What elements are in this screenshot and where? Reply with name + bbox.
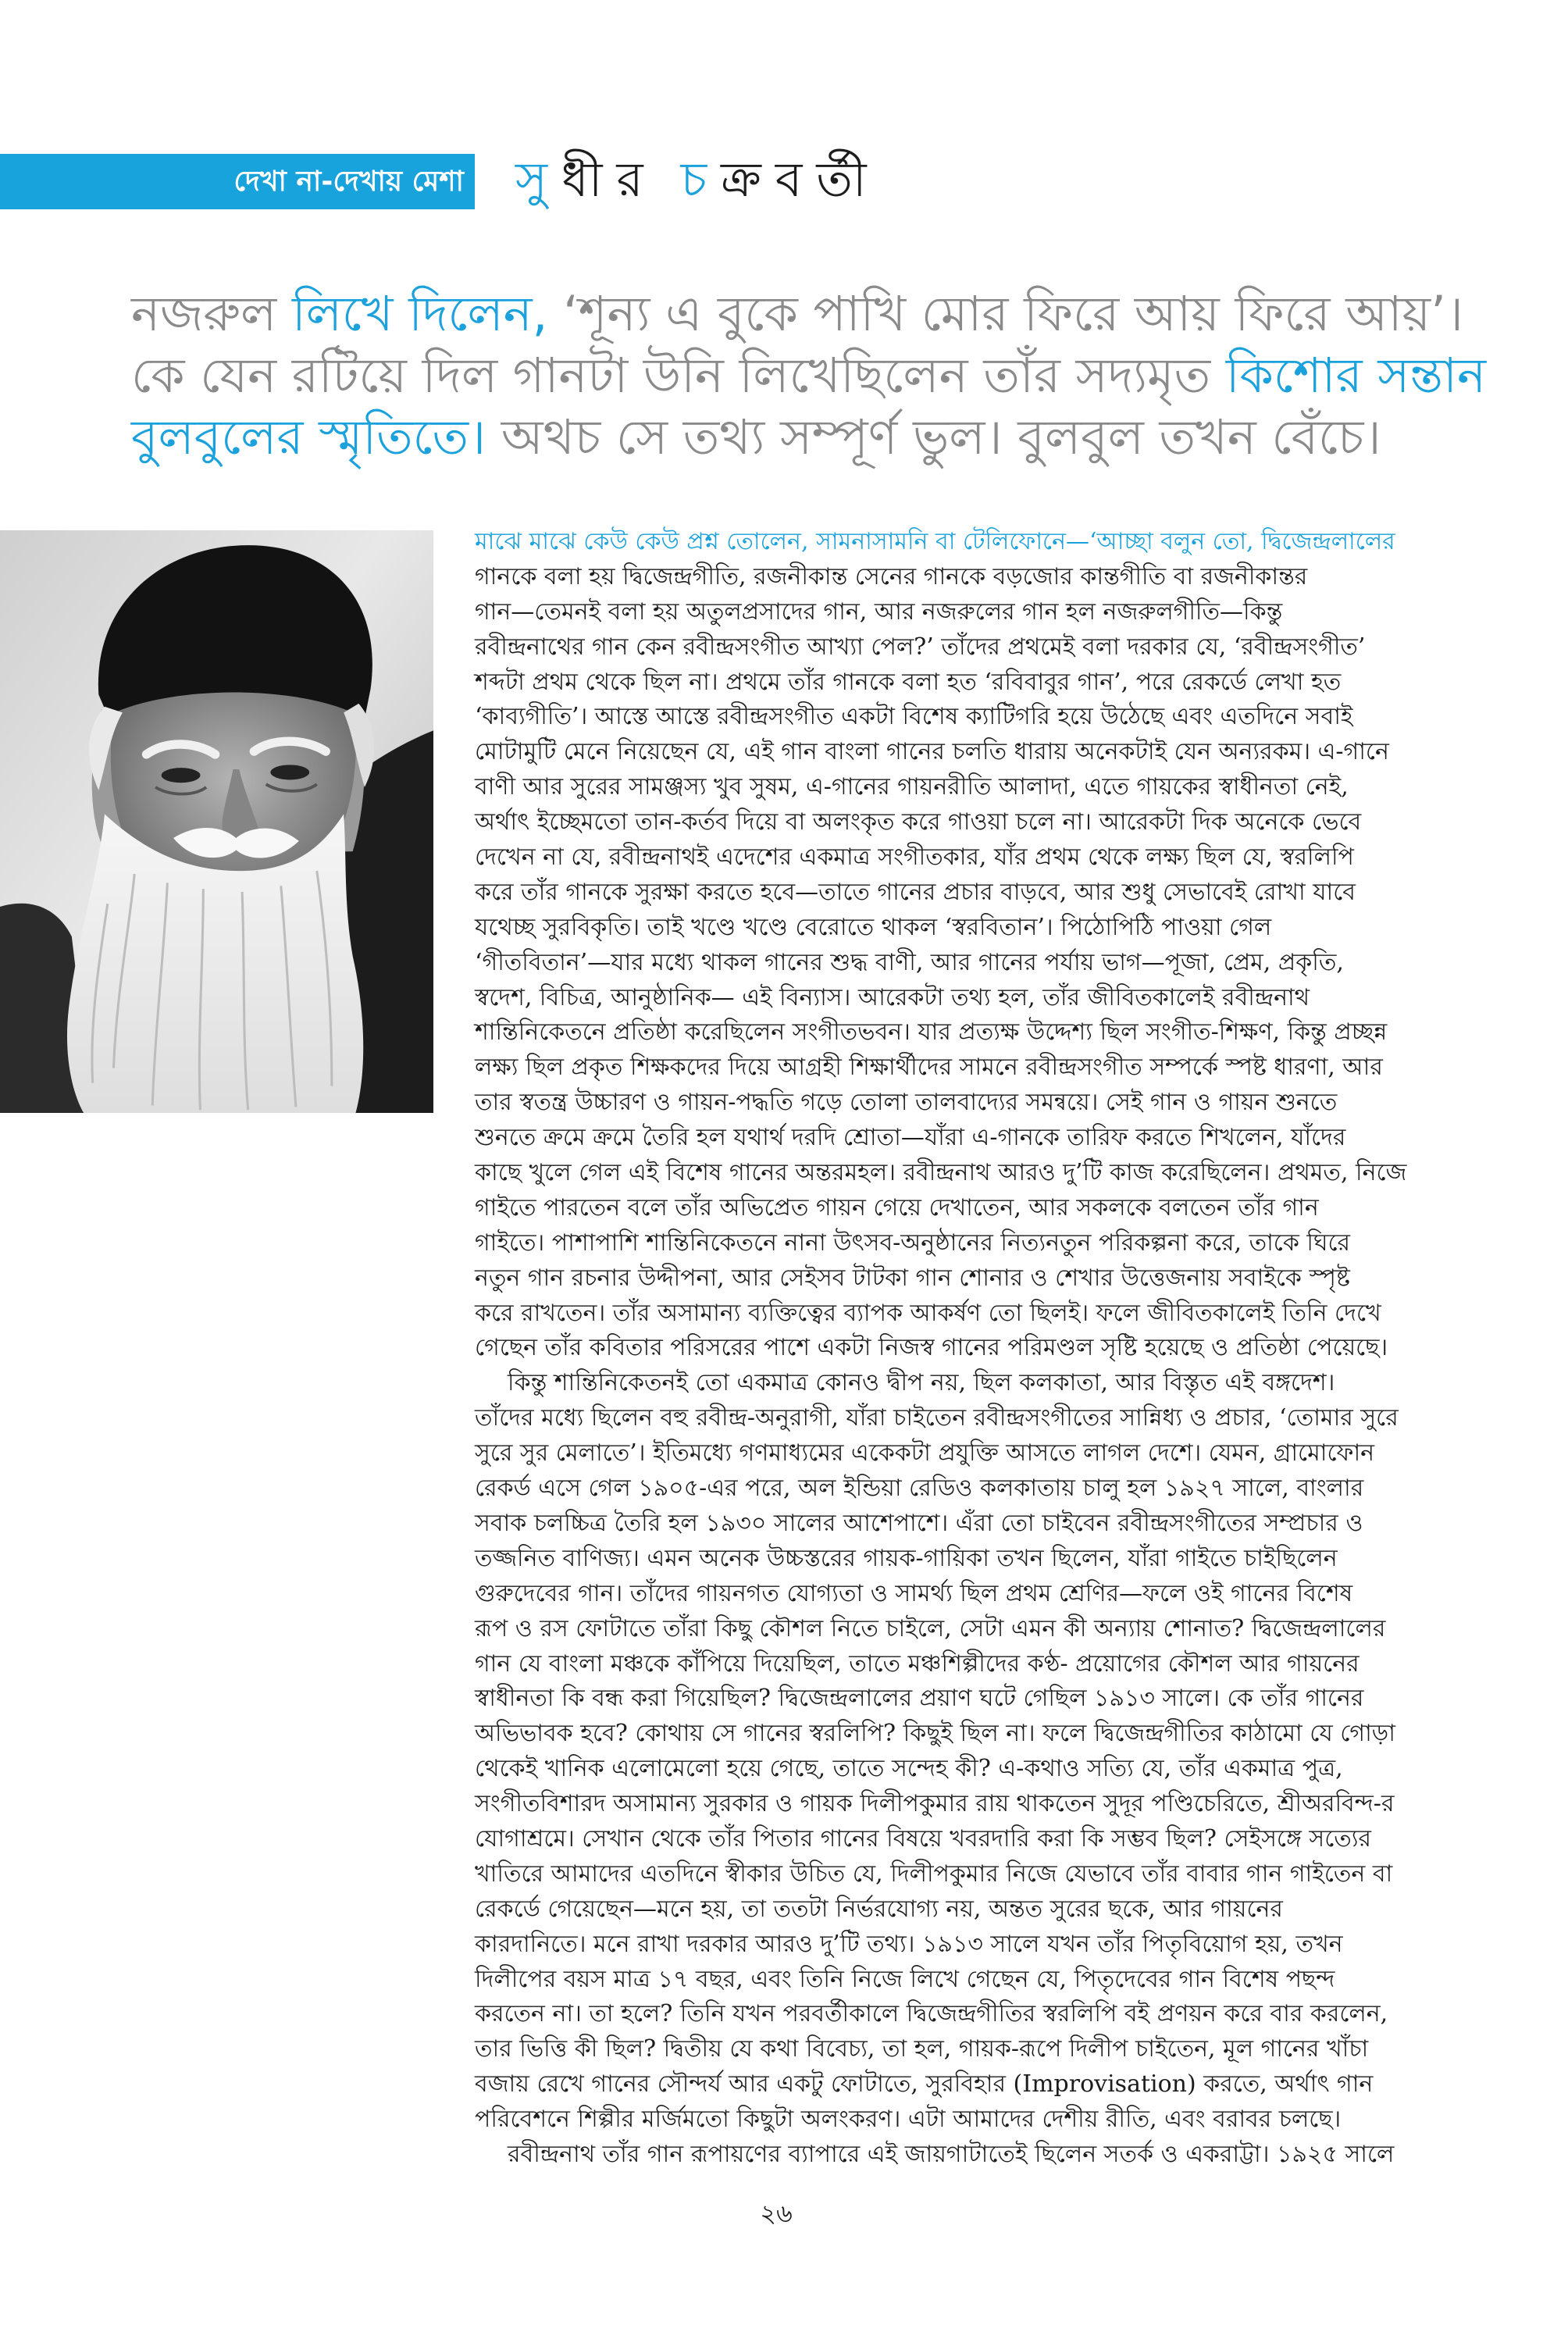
article-line: লক্ষ্য ছিল প্রকৃত শিক্ষকদের দিয়ে আগ্রহী শিক্ষার্থীদের সামনে রবীন্দ্রসংগীত সম্পর্কে স্পষ্ট ধারণা, আর	[475, 1054, 1383, 1082]
pull-quote-highlight: বুলবুলের স্মৃতিতে।	[131, 408, 486, 465]
article-line: কাছে খুলে গেল এই বিশেষ গানের অন্তরমহল। রবীন্দ্রনাথ আরও দু’টি কাজ করেছিলেন। প্রথমত, নিজে	[475, 1159, 1407, 1187]
article-line: গেছেন তাঁর কবিতার পরিসরের পাশে একটা নিজস্ব গানের পরিমণ্ডল সৃষ্টি হয়েছে ও প্রতিষ্ঠা পেয়েছে।	[475, 1334, 1388, 1362]
article-line: অভিভাবক হবে? কোথায় সে গানের স্বরলিপি? কিছুই ছিল না। ফলে দ্বিজেন্দ্রগীতির কাঠামো যে গোড়া	[475, 1720, 1395, 1748]
article-line: গান—তেমনই বলা হয় অতুলপ্রসাদের গান, আর নজরুলের গান হল নজরুলগীতি—কিন্তু	[475, 597, 1283, 626]
article-line: দিলীপের বয়স মাত্র ১৭ বছর, এবং তিনি নিজে লিখে গেছেন যে, পিতৃদেবের গান বিশেষ পছন্দ	[475, 1965, 1335, 1993]
article-line: শব্দটা প্রথম থেকে ছিল না। প্রথমে তাঁর গানকে বলা হত ‘রবিবাবুর গান’, পরে রেকর্ডে লেখা হত	[475, 668, 1342, 696]
portrait-photo	[0, 530, 433, 1113]
article-line: ‘কাব্যগীতি’। আস্তে আস্তে রবীন্দ্রসংগীত একটা বিশেষ ক্যাটিগরি হয়ে উঠেছে এবং এতদিনে সবাই	[475, 703, 1353, 731]
pull-quote-line	[131, 406, 1431, 468]
article-line: রবীন্দ্রনাথের গান কেন রবীন্দ্রসংগীত আখ্যা পেল?’ তাঁদের প্রথমেই বলা দরকার যে, ‘রবীন্দ্রসংগীত’	[475, 633, 1366, 661]
author-name-letter: র	[616, 151, 643, 208]
article-line: থেকেই খানিক এলোমেলো হয়ে গেছে, তাতে সন্দেহ কী? এ-কথাও সত্যি যে, তাঁর একমাত্র পুত্র,	[475, 1755, 1343, 1783]
article-line: তার ভিত্তি কী ছিল? দ্বিতীয় যে কথা বিবেচ্য, তা হল, গায়ক-রূপে দিলীপ চাইতেন, মূল গানের খাঁচা	[475, 2035, 1369, 2063]
article-line: পরিবেশনে শিল্পীর মর্জিমতো কিছুটা অলংকরণ। এটা আমাদের দেশীয় রীতি, এবং বরাবর চলছে।	[475, 2106, 1342, 2134]
pull-quote-line	[131, 344, 1486, 406]
pull-quote-line	[131, 283, 1463, 344]
article-line: মোটামুটি মেনে নিয়েছেন যে, এই গান বাংলা গানের চলতি ধারায় অনেকটাই যেন অন্যরকম। এ-গানে	[475, 738, 1389, 766]
article-line: তাঁদের মধ্যে ছিলেন বহু রবীন্দ্র-অনুরাগী, যাঁরা চাইতেন রবীন্দ্রসংগীতের সান্নিধ্য ও প্রচার, ‘তোমার সুরে	[475, 1404, 1399, 1432]
article-line: রূপ ও রস ফোটাতে তাঁরা কিছু কৌশল নিতে চাইলে, সেটা এমন কী অন্যায় শোনাত? দ্বিজেন্দ্রলালের	[475, 1614, 1386, 1642]
author-name-letter: সু	[515, 151, 547, 208]
article-line: নতুন গান রচনার উদ্দীপনা, আর সেইসব টাটকা গান শোনার ও শেখার উত্তেজনায় সবাইকে স্পৃষ্ট	[475, 1264, 1350, 1292]
section-band	[0, 154, 475, 209]
article-line: করতেন না। তা হলে? তিনি যখন পরবর্তীকালে দ্বিজেন্দ্রগীতির স্বরলিপি বই প্রণয়ন করে বার করলেন,	[475, 2000, 1388, 2028]
author-name-letter: র্তী	[816, 151, 867, 208]
pull-quote-highlight: কিশোর সন্তান	[1225, 347, 1486, 404]
article-line: তার স্বতন্ত্র উচ্চারণ ও গায়ন-পদ্ধতি গড়ে তোলা তালবাদ্যের সমন্বয়ে। সেই গান ও গায়ন শুনতে	[475, 1089, 1338, 1117]
article-line: কিন্তু শান্তিনিকেতনই তো একমাত্র কোনও দ্বীপ নয়, ছিল কলকাতা, আর বিস্তৃত এই বঙ্গদেশ।	[508, 1369, 1335, 1397]
article-line: গুরুদেবের গান। তাঁদের গায়নগত যোগ্যতা ও সামর্থ্য ছিল প্রথম শ্রেণির—ফলে ওই গানের বিশেষ	[475, 1579, 1353, 1607]
section-label: দেখা না-দেখায় মেশা	[233, 166, 464, 198]
author-name-letter: চ	[680, 151, 707, 208]
article-body	[475, 525, 1429, 2173]
article-line: শুনতে ক্রমে ক্রমে তৈরি হল যথার্থ দরদি শ্রোতা—যাঁরা এ-গানকে তারিফ করতে শিখলেন, যাঁদের	[475, 1124, 1346, 1152]
article-line: অর্থাৎ ইচ্ছেমতো তান-কর্তব দিয়ে বা অলংকৃত করে গাওয়া চলে না। আরেকটা দিক অনেকে ভেবে	[475, 808, 1362, 836]
article-line: খাতিরে আমাদের এতদিনে স্বীকার উচিত যে, দিলীপকুমার নিজে যেভাবে তাঁর বাবার গান গাইতেন বা	[475, 1860, 1393, 1888]
article-line: বজায় রেখে গানের সৌন্দর্য আর একটু ফোটাতে, সুরবিহার (Improvisation) করতে, অর্থাৎ গান	[475, 2070, 1374, 2099]
article-line: সংগীতবিশারদ অসামান্য সুরকার ও গায়ক দিলীপকুমার রায় থাকতেন সুদূর পণ্ডিচেরিতে, শ্রীঅরবিন্দ-র	[475, 1790, 1395, 1818]
article-line: গানকে বলা হয় দ্বিজেন্দ্রগীতি, রজনীকান্ত সেনের গানকে বড়জোর কান্তগীতি বা রজনীকান্তর	[475, 562, 1308, 590]
author-name-letter: ক্র	[721, 151, 761, 208]
author-name-word	[515, 141, 657, 219]
article-line: যথেচ্ছ সুরবিকৃতি। তাই খণ্ডে খণ্ডে বেরোতে থাকল ‘স্বরবিতান’। পিঠোপিঠি পাওয়া গেল	[475, 913, 1272, 941]
article-line: ‘গীতবিতান’—যার মধ্যে থাকল গানের শুদ্ধ বাণী, আর গানের পর্যায় ভাগ—পূজা, প্রেম, প্রকৃতি,	[475, 948, 1344, 976]
article-line: সুরে সুর মেলাতে’। ইতিমধ্যে গণমাধ্যমের একেকটা প্রযুক্তি আসতে লাগল দেশে। যেমন, গ্রামোফোন	[475, 1439, 1375, 1467]
pull-quote-highlight: লিখে দিলেন,	[291, 285, 548, 342]
article-line: করে রাখতেন। তাঁর অসামান্য ব্যক্তিত্বের ব্যাপক আকর্ষণ তো ছিলই। ফলে জীবিতকালেই তিনি দেখে	[475, 1299, 1381, 1327]
author-name-word	[681, 141, 881, 219]
pull-quote-text: কে যেন রটিয়ে দিল গানটা উনি লিখেছিলেন তাঁর সদ্যমৃত	[131, 347, 1226, 404]
article-line: সবাক চলচ্চিত্র তৈরি হল ১৯৩০ সালের আশেপাশে। এঁরা তো চাইবেন রবীন্দ্রসংগীতের সম্প্রচার ও	[475, 1509, 1363, 1537]
pull-quote-text: অথচ সে তথ্য সম্পূর্ণ ভুল। বুলবুল তখন বেঁচে।	[486, 408, 1381, 465]
article-line: স্বদেশ, বিচিত্র, আনুষ্ঠানিক— এই বিন্যাস। আরেকটা তথ্য হল, তাঁর জীবিতকালেই রবীন্দ্রনাথ	[475, 983, 1310, 1011]
pull-quote-text: ‘শূন্য এ বুকে পাখি মোর ফিরে আয় ফিরে আয়’।	[547, 285, 1463, 342]
article-paragraph	[475, 2138, 1429, 2173]
article-line: কারদানিতে। মনে রাখা দরকার আরও দু’টি তথ্য। ১৯১৩ সালে যখন তাঁর পিতৃবিয়োগ হয়, তখন	[475, 1930, 1343, 1958]
author-name-letter: ব	[775, 151, 803, 208]
article-line: রেকর্ড এসে গেল ১৯০৫-এর পরে, অল ইন্ডিয়া রেডিও কলকাতায় চালু হল ১৯২৭ সালে, বাংলার	[475, 1475, 1364, 1503]
article-lead-line: মাঝে মাঝে কেউ কেউ প্রশ্ন তোলেন, সামনাসামনি বা টেলিফোনে—‘আচ্ছা বলুন তো, দ্বিজেন্দ্রলালের	[475, 528, 1395, 555]
article-line: দেখেন না যে, রবীন্দ্রনাথই এদেশের একমাত্র সংগীতকার, যাঁর প্রথম থেকে লক্ষ্য ছিল যে, স্বরলিপি	[475, 843, 1354, 872]
article-line: গান যে বাংলা মঞ্চকে কাঁপিয়ে দিয়েছিল, তাতে মঞ্চশিল্পীদের কণ্ঠ- প্রয়োগের কৌশল আর গায়নের	[475, 1649, 1360, 1678]
portrait-image	[0, 530, 433, 1113]
author-name-letter: ধী	[561, 151, 603, 208]
pull-quote	[131, 283, 1486, 468]
pull-quote-text: নজরুল	[131, 285, 292, 342]
article-line: বাণী আর সুরের সামঞ্জস্য খুব সুষম, এ-গানের গায়নরীতি আলাদা, এতে গায়কের স্বাধীনতা নেই,	[475, 773, 1349, 801]
author-name	[515, 141, 904, 219]
article-line: স্বাধীনতা কি বন্ধ করা গিয়েছিল? দ্বিজেন্দ্রলালের প্রয়াণ ঘটে গেছিল ১৯১৩ সালে। কে তাঁর গানের	[475, 1685, 1364, 1713]
article-line: রেকর্ডে গেয়েছেন—মনে হয়, তা ততটা নির্ভরযোগ্য নয়, অন্তত সুরের ছকে, আর গায়নের	[475, 1895, 1283, 1923]
article-line: তজ্জনিত বাণিজ্য। এমন অনেক উচ্চস্তরের গায়ক-গায়িকা তখন ছিলেন, যাঁরা গাইতে চাইছিলেন	[475, 1544, 1338, 1572]
article-line: করে তাঁর গানকে সুরক্ষা করতে হবে—তাতে গানের প্রচার বাড়বে, আর শুধু সেভাবেই রোখা যাবে	[475, 878, 1356, 906]
page-number: ২৬	[760, 2198, 793, 2228]
article-line: গাইতে পারতেন বলে তাঁর অভিপ্রেত গায়ন গেয়ে দেখাতেন, আর সকলকে বলতেন তাঁর গান	[475, 1193, 1319, 1221]
article-line: রবীন্দ্রনাথ তাঁর গান রূপায়ণের ব্যাপারে এই জায়গাটাতেই ছিলেন সতর্ক ও একরাট্টা। ১৯২৫ সালে	[508, 2140, 1395, 2168]
article-line: শান্তিনিকেতনে প্রতিষ্ঠা করেছিলেন সংগীতভবন। যার প্রত্যক্ষ উদ্দেশ্য ছিল সংগীত-শিক্ষণ, কিন্তু প্রচ্ছন্ন	[475, 1018, 1388, 1047]
article-paragraph	[475, 525, 1429, 1366]
article-paragraph	[475, 1366, 1429, 2138]
article-line: গাইতে। পাশাপাশি শান্তিনিকেতনে নানা উৎসব-অনুষ্ঠানের নিত্যনতুন পরিকল্পনা করে, তাকে ঘিরে	[475, 1228, 1351, 1257]
article-line: যোগাশ্রমে। সেখান থেকে তাঁর পিতার গানের বিষয়ে খবরদারি করা কি সম্ভব ছিল? সেইসঙ্গে সত্যের	[475, 1824, 1371, 1853]
